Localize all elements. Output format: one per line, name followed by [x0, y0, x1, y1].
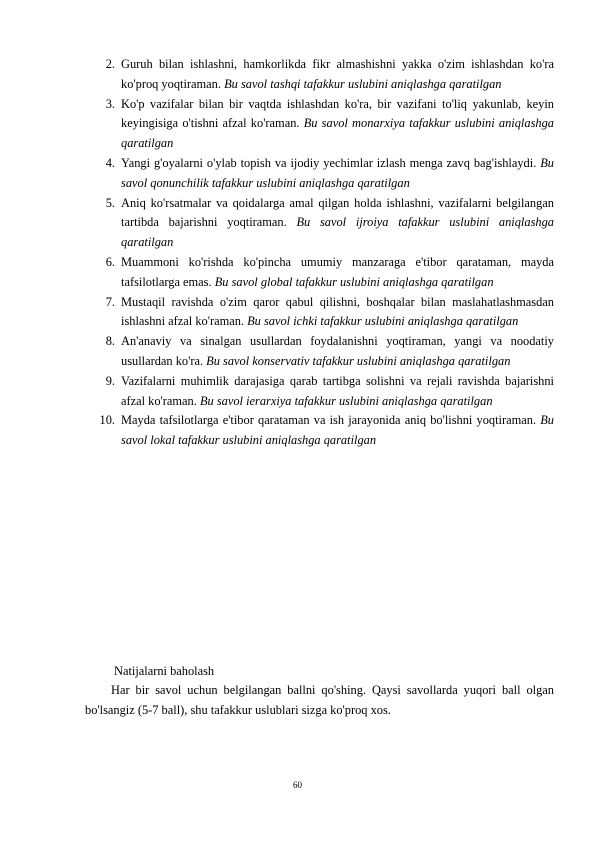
list-item-number: 4.: [105, 155, 115, 170]
list-item: [85, 372, 554, 412]
list-item-note: Bu savol qonunchilik tafakkur uslubini aniqlashga qaratilgan: [121, 155, 554, 190]
list-item-number: 5.: [105, 195, 115, 210]
list-item-note: Bu savol ierarxiya tafakkur uslubini aniqlashga qaratilgan: [199, 393, 493, 408]
list-item-text: An'anaviy va sinalgan usullardan foydalanishni yoqtiraman, yangi va noodatiy usullardan ko'ra.: [121, 334, 554, 368]
list-item-note: Bu savol global tafakkur uslubini aniqlashga qaratilgan: [214, 274, 494, 289]
list-item-text: Muammoni ko'rishda ko'pincha umumiy manzaraga e'tibor qarataman, mayda tafsilotlarga emas.: [121, 254, 554, 289]
list-item-note: Bu savol ijroiya tafakkur uslubini aniqlashga qaratilgan: [121, 215, 554, 250]
question-list: [85, 55, 554, 451]
list-item: [85, 95, 554, 154]
list-item: [85, 293, 554, 333]
list-item: [85, 55, 554, 95]
list-item-number: 2.: [105, 57, 115, 71]
list-item-number: 6.: [105, 254, 115, 269]
list-item-number: 7.: [105, 294, 115, 309]
list-item-number: 3.: [105, 96, 115, 111]
list-item-number: 10.: [99, 413, 115, 428]
list-item: [85, 194, 554, 253]
scoring-paragraph: Har bir savol uchun belgilangan ballni qo'shing. Qaysi savollarda yuqori ball olgan bo'lsangiz (5-7 ball), shu tafakkur uslublari sizga ko'proq xos.: [85, 683, 554, 717]
list-item-text: Ko'p vazifalar bilan bir vaqtda ishlashdan ko'ra, bir vazifani to'liq yakunlab, keyin keyingisiga o'tishni afzal ko'raman.: [121, 96, 554, 131]
list-item-note: Bu savol lokal tafakkur uslubini aniqlashga qaratilgan: [121, 413, 554, 448]
list-item-text: Mustaqil ravishda o'zim qaror qabul qilishni, boshqalar bilan maslahatlashmasdan ishlashni afzal ko'raman.: [121, 294, 554, 329]
list-item-text: Vazifalarni muhimlik darajasiga qarab tartibga solishni va rejali ravishda bajarishni afzal ko'raman.: [121, 373, 554, 408]
list-item: [85, 154, 554, 194]
list-item-note: Bu savol ichki tafakkur uslubini aniqlashga qaratilgan: [247, 314, 519, 329]
list-item: [85, 411, 554, 451]
list-item-text: Mayda tafsilotlarga e'tibor qarataman va ish jarayonida aniq bo'lishni yoqtiraman.: [121, 413, 537, 428]
list-item: [85, 332, 554, 372]
list-item-text: Yangi g'oyalarni o'ylab topish va ijodiy yechimlar izlash menga zavq bag'ishlaydi.: [121, 155, 537, 170]
page-number: 60: [293, 780, 302, 790]
list-item-note: Bu savol tashqi tafakkur uslubini aniqlashga qaratilgan: [224, 76, 502, 91]
section-heading: Natijalarni baholash: [114, 664, 215, 678]
list-item-number: 9.: [105, 373, 115, 388]
list-item: [85, 253, 554, 293]
list-item-number: 8.: [105, 334, 115, 349]
list-item-text: Guruh bilan ishlashni, hamkorlikda fikr almashishni yakka o'zim ishlashdan ko'ra ko'proq yoqtiraman.: [121, 57, 554, 91]
list-item-note: Bu savol monarxiya tafakkur uslubini aniqlashga qaratilgan: [121, 116, 554, 151]
list-item-text: Aniq ko'rsatmalar va qoidalarga amal qilgan holda ishlashni, vazifalarni belgilangan tartibda bajarishni yoqtiraman.: [121, 195, 554, 230]
list-item-note: Bu savol konservativ tafakkur uslubini aniqlashga qaratilgan: [206, 353, 511, 368]
